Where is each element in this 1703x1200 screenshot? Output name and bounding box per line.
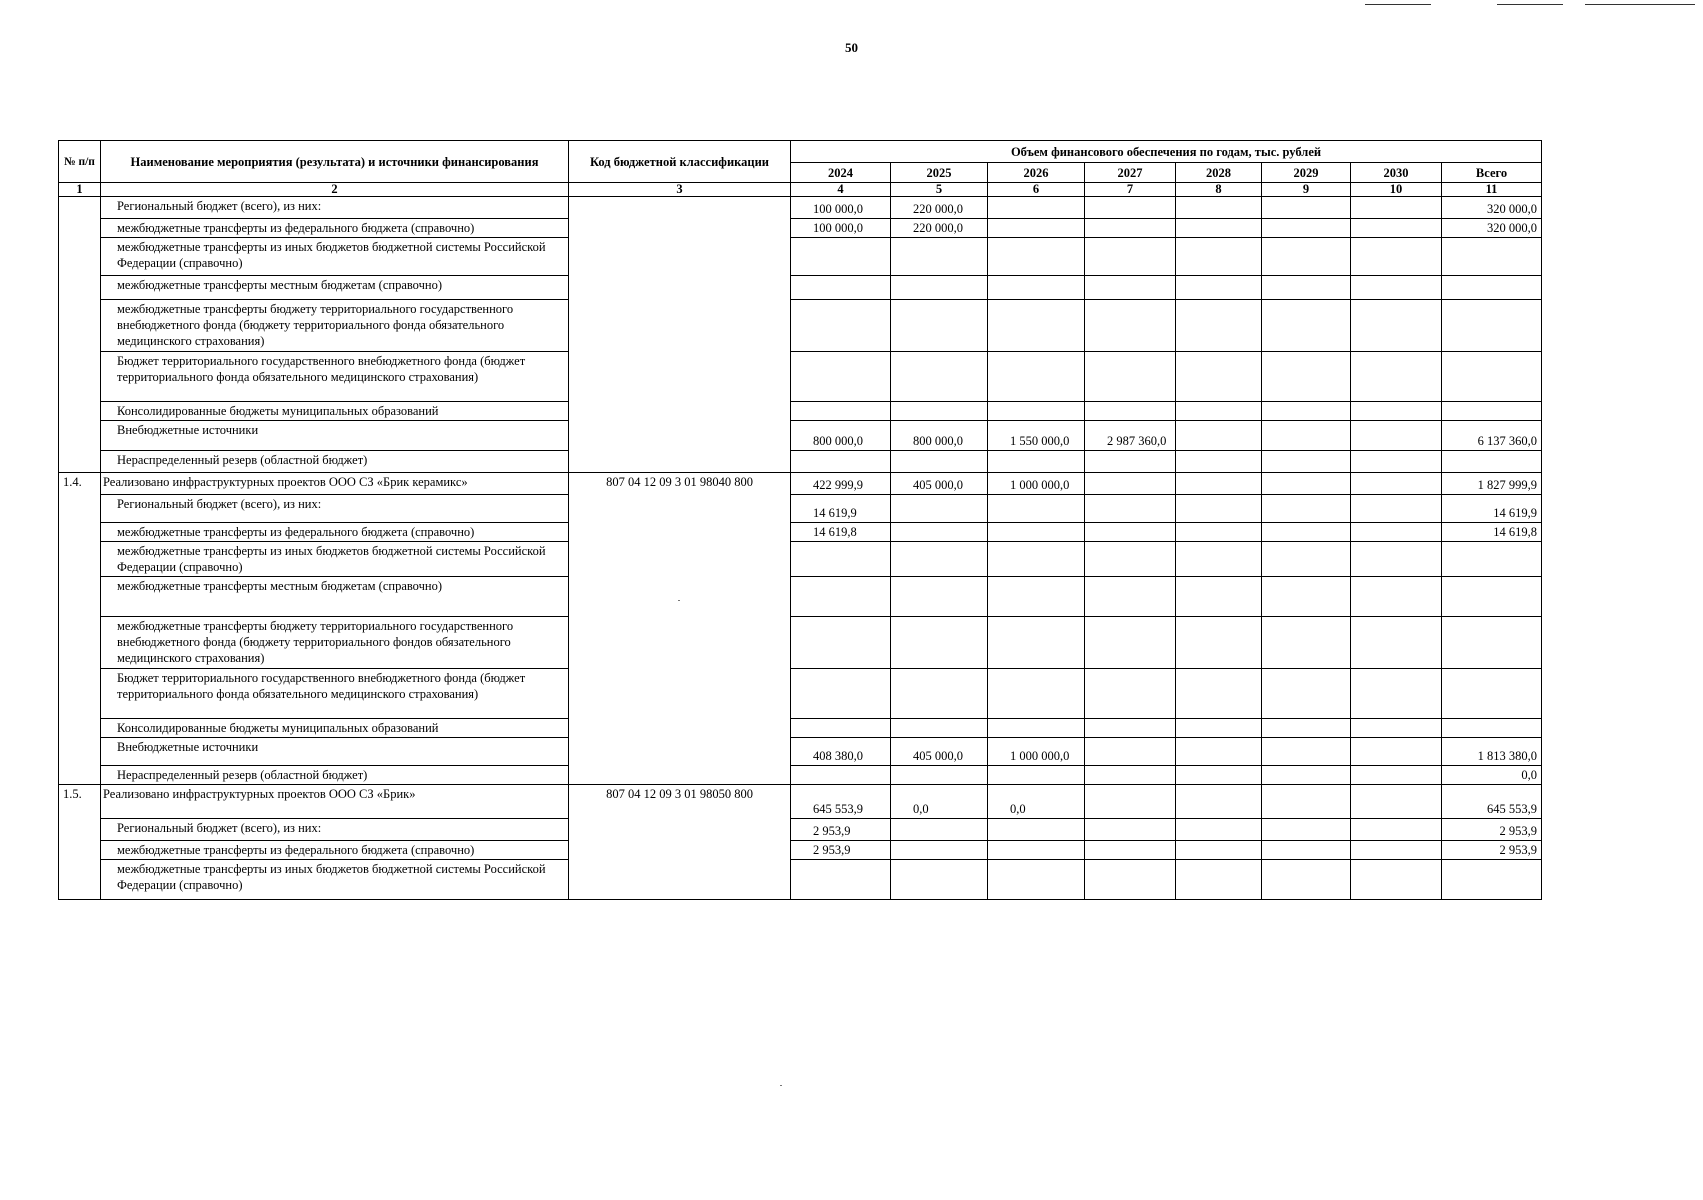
row-number bbox=[59, 197, 101, 473]
column-number: 6 bbox=[988, 183, 1085, 197]
year-value bbox=[1085, 300, 1176, 352]
year-value bbox=[1176, 819, 1262, 841]
year-value bbox=[791, 238, 891, 276]
year-value bbox=[1262, 473, 1351, 495]
total-value bbox=[1442, 860, 1542, 900]
year-value: 100 000,0 bbox=[791, 219, 891, 238]
year-value bbox=[1351, 719, 1442, 738]
year-value bbox=[1262, 402, 1351, 421]
year-value bbox=[891, 542, 988, 577]
year-value bbox=[791, 669, 891, 719]
year-value bbox=[1262, 542, 1351, 577]
year-value: 1 000 000,0 bbox=[988, 738, 1085, 766]
header-volume: Объем финансового обеспечения по годам, тыс. рублей bbox=[791, 141, 1542, 163]
year-value bbox=[1351, 841, 1442, 860]
year-value bbox=[1085, 766, 1176, 785]
year-value bbox=[988, 860, 1085, 900]
year-value bbox=[988, 719, 1085, 738]
year-value bbox=[791, 451, 891, 473]
year-value bbox=[1085, 617, 1176, 669]
header-year: 2024 bbox=[791, 163, 891, 183]
total-value bbox=[1442, 238, 1542, 276]
year-value bbox=[891, 451, 988, 473]
year-value bbox=[891, 577, 988, 617]
row-name: межбюджетные трансферты из иных бюджетов бюджетной системы Российской Федерации (справочно) bbox=[101, 238, 569, 276]
year-value bbox=[1351, 819, 1442, 841]
year-value bbox=[791, 276, 891, 300]
row-name: межбюджетные трансферты из федерального бюджета (справочно) bbox=[101, 523, 569, 542]
year-value bbox=[1262, 719, 1351, 738]
year-value bbox=[1176, 719, 1262, 738]
year-value bbox=[891, 276, 988, 300]
year-value bbox=[1176, 238, 1262, 276]
table-row bbox=[59, 738, 1542, 766]
total-value: 14 619,9 bbox=[1442, 495, 1542, 523]
year-value bbox=[791, 352, 891, 402]
year-value: 0,0 bbox=[988, 785, 1085, 819]
total-value bbox=[1442, 352, 1542, 402]
year-value bbox=[1262, 523, 1351, 542]
year-value bbox=[891, 495, 988, 523]
row-name: межбюджетные трансферты местным бюджетам (справочно) bbox=[101, 276, 569, 300]
year-value bbox=[891, 841, 988, 860]
year-value: 220 000,0 bbox=[891, 219, 988, 238]
year-value bbox=[891, 402, 988, 421]
table-row bbox=[59, 238, 1542, 276]
year-value: 1 000 000,0 bbox=[988, 473, 1085, 495]
row-name: межбюджетные трансферты из федерального бюджета (справочно) bbox=[101, 219, 569, 238]
scan-speck bbox=[678, 600, 680, 601]
total-value: 320 000,0 bbox=[1442, 219, 1542, 238]
year-value bbox=[1085, 860, 1176, 900]
header-year: 2026 bbox=[988, 163, 1085, 183]
year-value bbox=[1351, 785, 1442, 819]
year-value bbox=[1176, 421, 1262, 451]
year-value bbox=[988, 238, 1085, 276]
header-year: 2030 bbox=[1351, 163, 1442, 183]
year-value bbox=[791, 860, 891, 900]
year-value bbox=[1085, 495, 1176, 523]
year-value bbox=[1351, 542, 1442, 577]
table-row bbox=[59, 785, 1542, 819]
year-value bbox=[1351, 669, 1442, 719]
year-value bbox=[1351, 451, 1442, 473]
year-value: 220 000,0 bbox=[891, 197, 988, 219]
row-name: Реализовано инфраструктурных проектов ООО СЗ «Брик керамикс» bbox=[101, 473, 569, 495]
row-number: 1.4. bbox=[59, 473, 101, 785]
year-value bbox=[988, 197, 1085, 219]
year-value bbox=[1351, 523, 1442, 542]
year-value bbox=[891, 719, 988, 738]
year-value bbox=[1262, 276, 1351, 300]
year-value bbox=[988, 300, 1085, 352]
row-name: Региональный бюджет (всего), из них: bbox=[101, 495, 569, 523]
year-value bbox=[1262, 841, 1351, 860]
total-value: 0,0 bbox=[1442, 766, 1542, 785]
row-name: Реализовано инфраструктурных проектов ООО СЗ «Брик» bbox=[101, 785, 569, 819]
year-value bbox=[791, 402, 891, 421]
year-value bbox=[791, 577, 891, 617]
year-value bbox=[1085, 238, 1176, 276]
column-number: 4 bbox=[791, 183, 891, 197]
year-value bbox=[891, 617, 988, 669]
year-value bbox=[1351, 495, 1442, 523]
year-value bbox=[1176, 766, 1262, 785]
table-row bbox=[59, 402, 1542, 421]
year-value bbox=[1262, 197, 1351, 219]
row-name: Бюджет территориального государственного внебюджетного фонда (бюджет территориального фонда обязательного медицинского страхования) bbox=[101, 352, 569, 402]
year-value bbox=[1351, 300, 1442, 352]
year-value bbox=[988, 523, 1085, 542]
row-name: межбюджетные трансферты из иных бюджетов бюджетной системы Российской Федерации (справочно) bbox=[101, 860, 569, 900]
header-year: 2025 bbox=[891, 163, 988, 183]
table-row bbox=[59, 197, 1542, 219]
year-value bbox=[1262, 819, 1351, 841]
table-row bbox=[59, 451, 1542, 473]
row-name: Бюджет территориального государственного внебюджетного фонда (бюджет территориального фонда обязательного медицинского страхования) bbox=[101, 669, 569, 719]
year-value bbox=[1351, 766, 1442, 785]
row-name: межбюджетные трансферты из иных бюджетов бюджетной системы Российской Федерации (справочно) bbox=[101, 542, 569, 577]
row-name: межбюджетные трансферты местным бюджетам (справочно) bbox=[101, 577, 569, 617]
total-value bbox=[1442, 719, 1542, 738]
row-name: Нераспределенный резерв (областной бюджет) bbox=[101, 451, 569, 473]
year-value bbox=[1262, 738, 1351, 766]
column-number: 1 bbox=[59, 183, 101, 197]
year-value bbox=[1176, 276, 1262, 300]
year-value bbox=[1085, 542, 1176, 577]
year-value: 645 553,9 bbox=[791, 785, 891, 819]
row-name: Региональный бюджет (всего), из них: bbox=[101, 819, 569, 841]
column-number: 8 bbox=[1176, 183, 1262, 197]
financing-table bbox=[58, 140, 1542, 900]
year-value bbox=[988, 577, 1085, 617]
total-value: 1 813 380,0 bbox=[1442, 738, 1542, 766]
year-value bbox=[891, 523, 988, 542]
year-value bbox=[791, 766, 891, 785]
year-value bbox=[1262, 300, 1351, 352]
year-value bbox=[988, 766, 1085, 785]
total-value: 2 953,9 bbox=[1442, 819, 1542, 841]
total-value bbox=[1442, 669, 1542, 719]
year-value: 405 000,0 bbox=[891, 473, 988, 495]
row-name: Консолидированные бюджеты муниципальных образований bbox=[101, 719, 569, 738]
year-value bbox=[1176, 495, 1262, 523]
table-row bbox=[59, 669, 1542, 719]
row-name: Региональный бюджет (всего), из них: bbox=[101, 197, 569, 219]
year-value bbox=[1351, 473, 1442, 495]
year-value bbox=[891, 238, 988, 276]
column-number: 2 bbox=[101, 183, 569, 197]
year-value bbox=[988, 495, 1085, 523]
year-value bbox=[1085, 473, 1176, 495]
row-name: межбюджетные трансферты из федерального бюджета (справочно) bbox=[101, 841, 569, 860]
year-value bbox=[1176, 402, 1262, 421]
row-name: Внебюджетные источники bbox=[101, 738, 569, 766]
table-row bbox=[59, 352, 1542, 402]
total-value: 14 619,8 bbox=[1442, 523, 1542, 542]
year-value: 2 987 360,0 bbox=[1085, 421, 1176, 451]
header-code: Код бюджетной классификации bbox=[569, 141, 791, 183]
year-value bbox=[1351, 738, 1442, 766]
year-value bbox=[988, 451, 1085, 473]
year-value: 2 953,9 bbox=[791, 819, 891, 841]
total-value bbox=[1442, 577, 1542, 617]
budget-code: 807 04 12 09 3 01 98050 800 bbox=[569, 785, 791, 900]
year-value bbox=[1085, 841, 1176, 860]
year-value bbox=[988, 542, 1085, 577]
year-value bbox=[1262, 577, 1351, 617]
year-value bbox=[1262, 617, 1351, 669]
table-row bbox=[59, 300, 1542, 352]
year-value bbox=[891, 300, 988, 352]
year-value bbox=[891, 860, 988, 900]
table-row bbox=[59, 421, 1542, 451]
year-value bbox=[1085, 523, 1176, 542]
year-value bbox=[1262, 421, 1351, 451]
year-value bbox=[1176, 451, 1262, 473]
year-value bbox=[1085, 738, 1176, 766]
header-year: 2027 bbox=[1085, 163, 1176, 183]
year-value bbox=[1351, 577, 1442, 617]
year-value: 405 000,0 bbox=[891, 738, 988, 766]
year-value bbox=[1262, 495, 1351, 523]
year-value bbox=[1176, 785, 1262, 819]
year-value bbox=[791, 300, 891, 352]
year-value bbox=[1262, 766, 1351, 785]
year-value bbox=[988, 617, 1085, 669]
table-row bbox=[59, 523, 1542, 542]
year-value bbox=[988, 352, 1085, 402]
year-value bbox=[1085, 719, 1176, 738]
year-value bbox=[988, 276, 1085, 300]
budget-code: 807 04 12 09 3 01 98040 800 bbox=[569, 473, 791, 785]
year-value bbox=[1262, 238, 1351, 276]
year-value bbox=[1176, 197, 1262, 219]
year-value bbox=[1085, 276, 1176, 300]
year-value: 1 550 000,0 bbox=[988, 421, 1085, 451]
year-value: 100 000,0 bbox=[791, 197, 891, 219]
table-row bbox=[59, 542, 1542, 577]
table-row bbox=[59, 719, 1542, 738]
table-row bbox=[59, 841, 1542, 860]
total-value: 1 827 999,9 bbox=[1442, 473, 1542, 495]
year-value bbox=[1176, 523, 1262, 542]
total-value: 645 553,9 bbox=[1442, 785, 1542, 819]
year-value bbox=[891, 352, 988, 402]
table-row bbox=[59, 860, 1542, 900]
year-value bbox=[1351, 238, 1442, 276]
year-value bbox=[1085, 785, 1176, 819]
table-row bbox=[59, 577, 1542, 617]
year-value bbox=[1085, 451, 1176, 473]
year-value: 14 619,8 bbox=[791, 523, 891, 542]
total-value bbox=[1442, 300, 1542, 352]
year-value bbox=[1176, 352, 1262, 402]
year-value bbox=[791, 617, 891, 669]
year-value bbox=[1176, 669, 1262, 719]
year-value bbox=[1351, 860, 1442, 900]
year-value bbox=[1351, 402, 1442, 421]
year-value bbox=[1176, 542, 1262, 577]
row-name: Внебюджетные источники bbox=[101, 421, 569, 451]
year-value bbox=[988, 219, 1085, 238]
column-number: 10 bbox=[1351, 183, 1442, 197]
year-value bbox=[891, 669, 988, 719]
year-value bbox=[988, 402, 1085, 421]
column-number: 5 bbox=[891, 183, 988, 197]
row-name: Нераспределенный резерв (областной бюджет) bbox=[101, 766, 569, 785]
table-row bbox=[59, 819, 1542, 841]
budget-code bbox=[569, 197, 791, 473]
year-value bbox=[1085, 352, 1176, 402]
year-value bbox=[1351, 219, 1442, 238]
header-year: 2029 bbox=[1262, 163, 1351, 183]
year-value bbox=[1351, 421, 1442, 451]
year-value bbox=[891, 766, 988, 785]
year-value bbox=[1351, 276, 1442, 300]
year-value bbox=[988, 819, 1085, 841]
year-value bbox=[1262, 219, 1351, 238]
year-value bbox=[1176, 300, 1262, 352]
header-name: Наименование мероприятия (результата) и источники финансирования bbox=[101, 141, 569, 183]
year-value: 0,0 bbox=[891, 785, 988, 819]
table-row bbox=[59, 473, 1542, 495]
total-value: 2 953,9 bbox=[1442, 841, 1542, 860]
total-value bbox=[1442, 276, 1542, 300]
year-value bbox=[791, 719, 891, 738]
year-value bbox=[1262, 669, 1351, 719]
column-number: 3 bbox=[569, 183, 791, 197]
header-year: Всего bbox=[1442, 163, 1542, 183]
header-year: 2028 bbox=[1176, 163, 1262, 183]
year-value: 800 000,0 bbox=[791, 421, 891, 451]
table-row bbox=[59, 495, 1542, 523]
total-value bbox=[1442, 542, 1542, 577]
year-value bbox=[1262, 451, 1351, 473]
table-row bbox=[59, 276, 1542, 300]
year-value bbox=[1085, 197, 1176, 219]
financing-table-wrapper bbox=[58, 140, 1541, 900]
table-row bbox=[59, 219, 1542, 238]
year-value: 422 999,9 bbox=[791, 473, 891, 495]
year-value bbox=[1085, 219, 1176, 238]
column-number: 9 bbox=[1262, 183, 1351, 197]
year-value bbox=[1176, 860, 1262, 900]
year-value bbox=[1176, 738, 1262, 766]
row-name: Консолидированные бюджеты муниципальных образований bbox=[101, 402, 569, 421]
year-value bbox=[1262, 785, 1351, 819]
year-value bbox=[1176, 473, 1262, 495]
scan-speck bbox=[780, 1085, 782, 1086]
table-row bbox=[59, 766, 1542, 785]
table-row bbox=[59, 617, 1542, 669]
year-value bbox=[1351, 352, 1442, 402]
year-value: 408 380,0 bbox=[791, 738, 891, 766]
row-number: 1.5. bbox=[59, 785, 101, 900]
row-name: межбюджетные трансферты бюджету территориального государственного внебюджетного фонда (бюджету территориального фонда обязательного медицинского страхования) bbox=[101, 300, 569, 352]
year-value: 14 619,9 bbox=[791, 495, 891, 523]
year-value bbox=[1176, 219, 1262, 238]
year-value bbox=[988, 841, 1085, 860]
year-value bbox=[1351, 617, 1442, 669]
year-value bbox=[891, 819, 988, 841]
year-value bbox=[1176, 841, 1262, 860]
header-num: № п/п bbox=[59, 141, 101, 183]
year-value bbox=[1262, 352, 1351, 402]
year-value bbox=[1262, 860, 1351, 900]
page-number: 50 bbox=[845, 40, 858, 55]
total-value: 320 000,0 bbox=[1442, 197, 1542, 219]
total-value bbox=[1442, 402, 1542, 421]
year-value bbox=[791, 542, 891, 577]
year-value bbox=[1085, 819, 1176, 841]
year-value bbox=[1176, 617, 1262, 669]
year-value: 2 953,9 bbox=[791, 841, 891, 860]
total-value bbox=[1442, 617, 1542, 669]
row-name: межбюджетные трансферты бюджету территориального государственного внебюджетного фонда (бюджету территориального фондов обязательного медицинского страхования) bbox=[101, 617, 569, 669]
year-value bbox=[1176, 577, 1262, 617]
year-value bbox=[1085, 669, 1176, 719]
year-value bbox=[1085, 402, 1176, 421]
year-value bbox=[1085, 577, 1176, 617]
total-value bbox=[1442, 451, 1542, 473]
column-number: 7 bbox=[1085, 183, 1176, 197]
column-number: 11 bbox=[1442, 183, 1542, 197]
year-value bbox=[1351, 197, 1442, 219]
year-value bbox=[988, 669, 1085, 719]
total-value: 6 137 360,0 bbox=[1442, 421, 1542, 451]
year-value: 800 000,0 bbox=[891, 421, 988, 451]
